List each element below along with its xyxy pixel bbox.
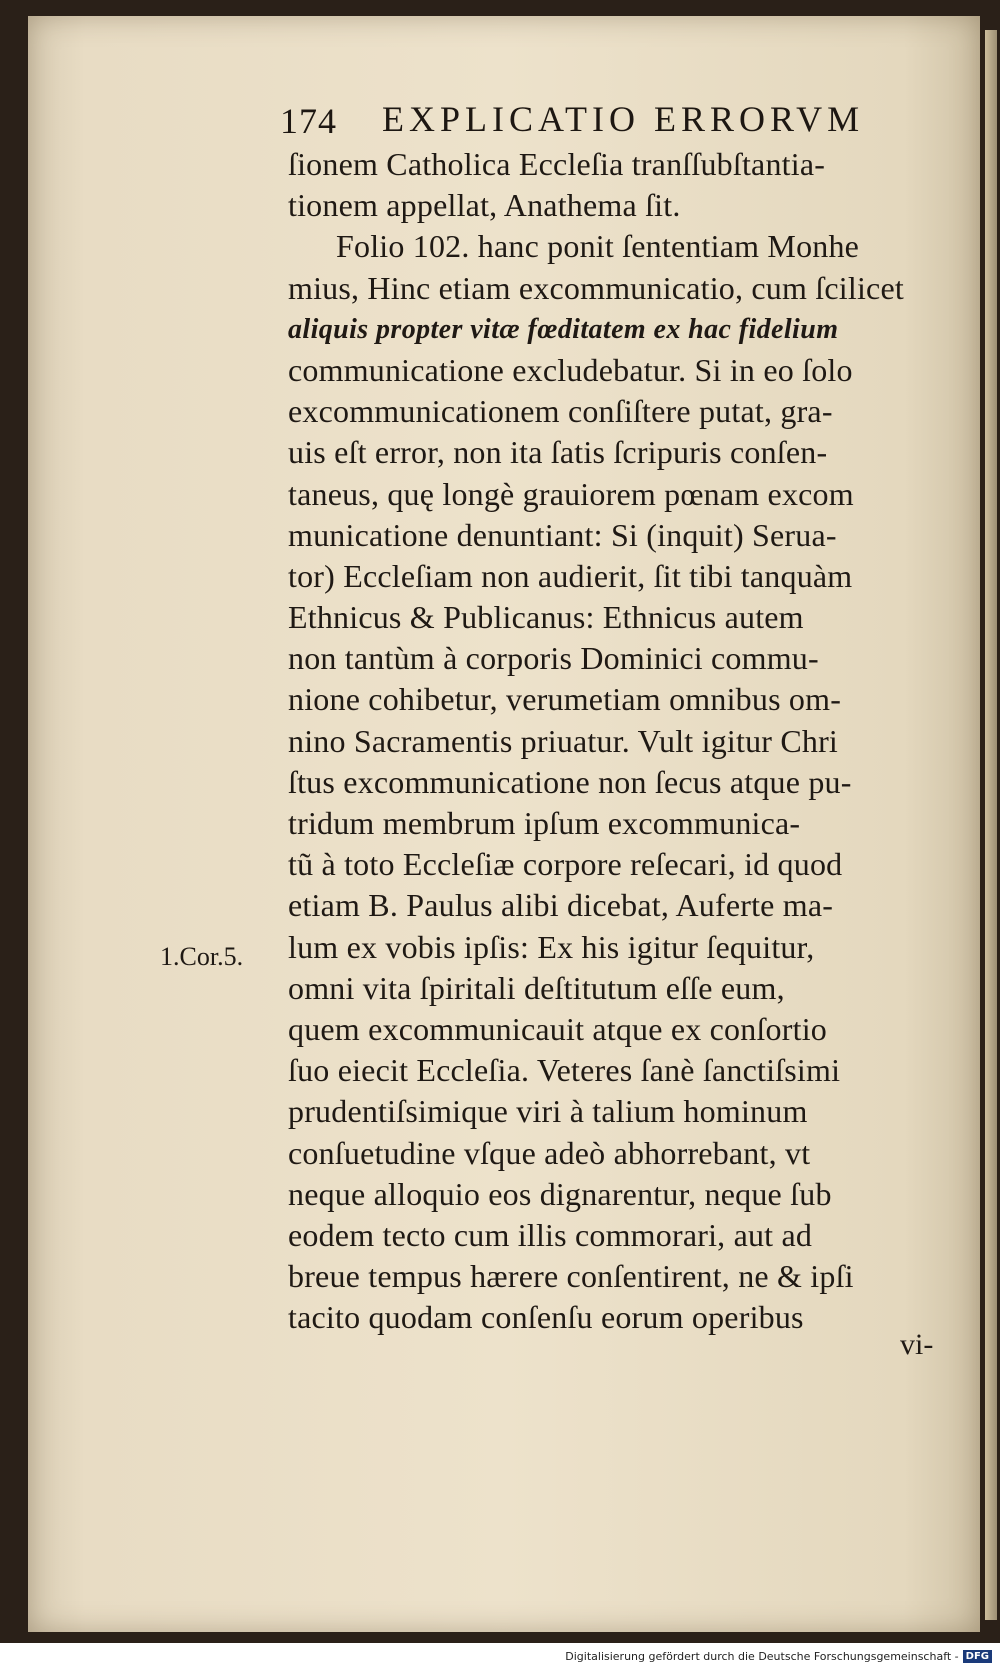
- text-line: Folio 102. hanc ponit ſententiam Monhe: [336, 228, 860, 265]
- margin-note: 1.Cor.5.: [160, 942, 244, 971]
- text-line: ſionem Catholica Eccleſia tranſſubſtantia-: [288, 146, 826, 182]
- text-line: ſuo eiecit Eccleſia. Veteres ſanè ſanctiſsimi: [288, 1052, 841, 1089]
- text-line: etiam B. Paulus alibi dicebat, Auferte ma-: [288, 887, 834, 924]
- text-line: nione cohibetur, verumetiam omnibus om-: [288, 681, 842, 718]
- text-line: aliquis propter vitæ fœditatem ex hac fidelium: [288, 313, 839, 345]
- text-line: tacito quodam conſenſu eorum operibus: [288, 1299, 804, 1336]
- text-line: lum ex vobis ipſis: Ex his igitur ſequitur,: [288, 928, 815, 965]
- text-line: tũ à toto Eccleſiæ corpore reſecari, id quod: [288, 846, 843, 883]
- text-line: prudentiſsimique viri à talium hominum: [288, 1093, 808, 1130]
- text-line: tridum membrum ipſum excommunica-: [288, 805, 801, 841]
- page-number: 174: [280, 101, 337, 141]
- text-line: tor) Eccleſiam non audierit, ſit tibi tanquàm: [288, 557, 853, 594]
- text-line: municatione denuntiant: Si (inquit) Serua-: [288, 516, 837, 553]
- text-line: omni vita ſpiritali deſtitutum eſſe eum,: [288, 969, 785, 1006]
- text-line: nino Sacramentis priuatur. Vult igitur Chri: [288, 722, 839, 759]
- text-line: conſuetudine vſque adeò abhorrebant, vt: [288, 1134, 811, 1171]
- catchword: vi-: [900, 1328, 934, 1361]
- page-header: [280, 96, 900, 146]
- page-edge: [985, 30, 997, 1620]
- text-line: eodem tecto cum illis commorari, aut ad: [288, 1216, 813, 1253]
- text-line: ſtus excommunicatione non ſecus atque pu-: [288, 763, 852, 800]
- running-title: EXPLICATIO ERRORVM: [382, 99, 865, 139]
- text-line: tionem appellat, Anathema ſit.: [288, 187, 681, 224]
- text-line: non tantùm à corporis Dominici commu-: [288, 640, 819, 677]
- text-line: uis eſt error, non ita ſatis ſcripuris conſen-: [288, 434, 828, 471]
- text-line: communicatione excludebatur. Si in eo ſolo: [288, 351, 853, 388]
- footer-credit: [565, 1650, 992, 1663]
- text-line: Ethnicus & Publicanus: Ethnicus autem: [288, 599, 804, 636]
- text-line: neque alloquio eos dignarentur, neque ſub: [288, 1175, 832, 1212]
- text-line: taneus, quę longè grauiorem pœnam excom: [288, 475, 854, 512]
- credit-text: Digitalisierung gefördert durch die Deutsche Forschungsgemeinschaft -: [565, 1650, 959, 1663]
- text-line: mius, Hinc etiam excommunicatio, cum ſcilicet: [288, 269, 904, 306]
- text-line: quem excommunicauit atque ex conſortio: [288, 1010, 827, 1047]
- dfg-logo: DFG: [963, 1650, 992, 1663]
- text-line: breue tempus hærere conſentirent, ne & ipſi: [288, 1258, 854, 1295]
- body-text: [288, 144, 948, 1338]
- text-line: excommunicationem conſiſtere putat, gra-: [288, 393, 833, 430]
